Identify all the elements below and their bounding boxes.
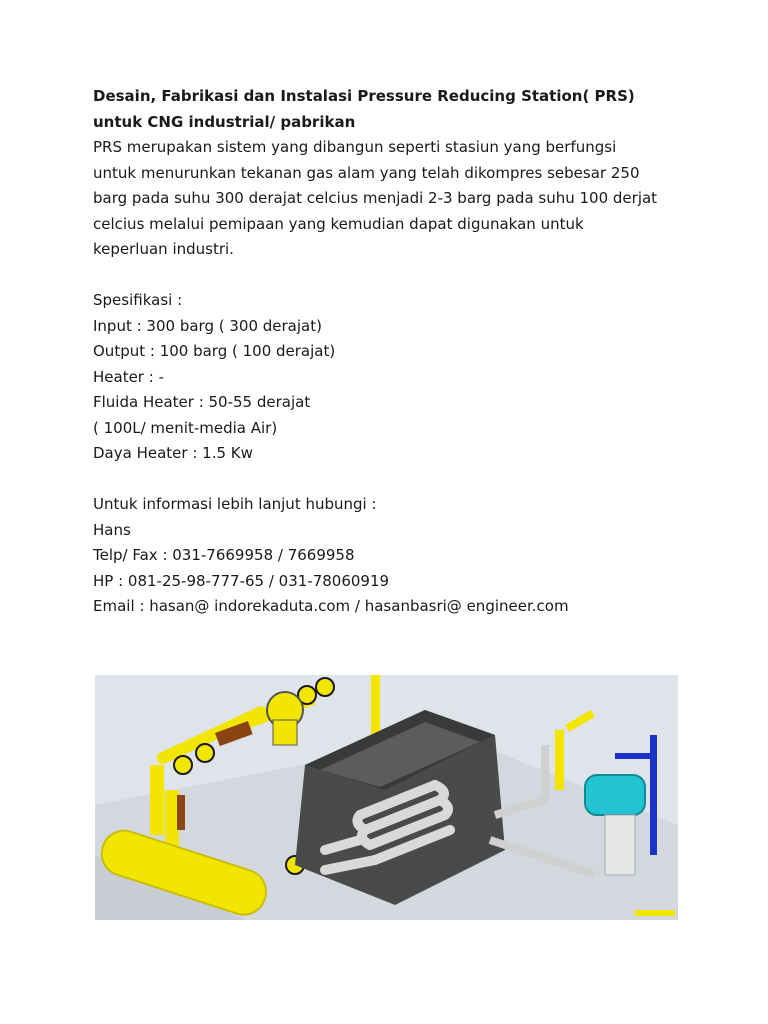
document-title-line-2: untuk CNG industrial/ pabrikan bbox=[93, 112, 356, 131]
spec-input: Input : 300 barg ( 300 derajat) bbox=[93, 316, 322, 335]
contact-name: Hans bbox=[93, 520, 131, 539]
spec-heater: Heater : - bbox=[93, 367, 164, 386]
spec-heading: Spesifikasi : bbox=[93, 291, 183, 309]
paragraph-gap bbox=[93, 467, 693, 493]
description-line: keperluan industri. bbox=[93, 240, 234, 258]
spec-daya-heater: Daya Heater : 1.5 Kw bbox=[93, 444, 253, 462]
document-body bbox=[93, 84, 693, 620]
description-line: celcius melalui pemipaan yang kemudian dapat digunakan untuk bbox=[93, 214, 584, 233]
description-line: untuk menurunkan tekanan gas alam yang telah dikompres sebesar 250 bbox=[93, 163, 640, 182]
spec-fluida-heater: Fluida Heater : 50-55 derajat bbox=[93, 393, 311, 411]
contact-heading: Untuk informasi lebih lanjut hubungi : bbox=[93, 495, 377, 513]
spec-output: Output : 100 barg ( 100 derajat) bbox=[93, 342, 336, 360]
spec-fluida-flow: ( 100L/ menit-media Air) bbox=[93, 418, 278, 437]
paragraph-gap bbox=[93, 263, 693, 289]
contact-hp: HP : 081-25-98-777-65 / 031-78060919 bbox=[93, 571, 390, 590]
description-line: PRS merupakan sistem yang dibangun seperti stasiun yang berfungsi bbox=[93, 138, 617, 156]
prs-3d-illustration bbox=[95, 675, 678, 920]
contact-email: Email : hasan@ indorekaduta.com / hasanbasri@ engineer.com bbox=[93, 597, 569, 615]
description-line: barg pada suhu 300 derajat celcius menjadi 2-3 barg pada suhu 100 derjat bbox=[93, 189, 658, 207]
document-title-line-1: Desain, Fabrikasi dan Instalasi Pressure Reducing Station( PRS) bbox=[93, 87, 635, 105]
contact-telp-fax: Telp/ Fax : 031-7669958 / 7669958 bbox=[93, 546, 355, 564]
